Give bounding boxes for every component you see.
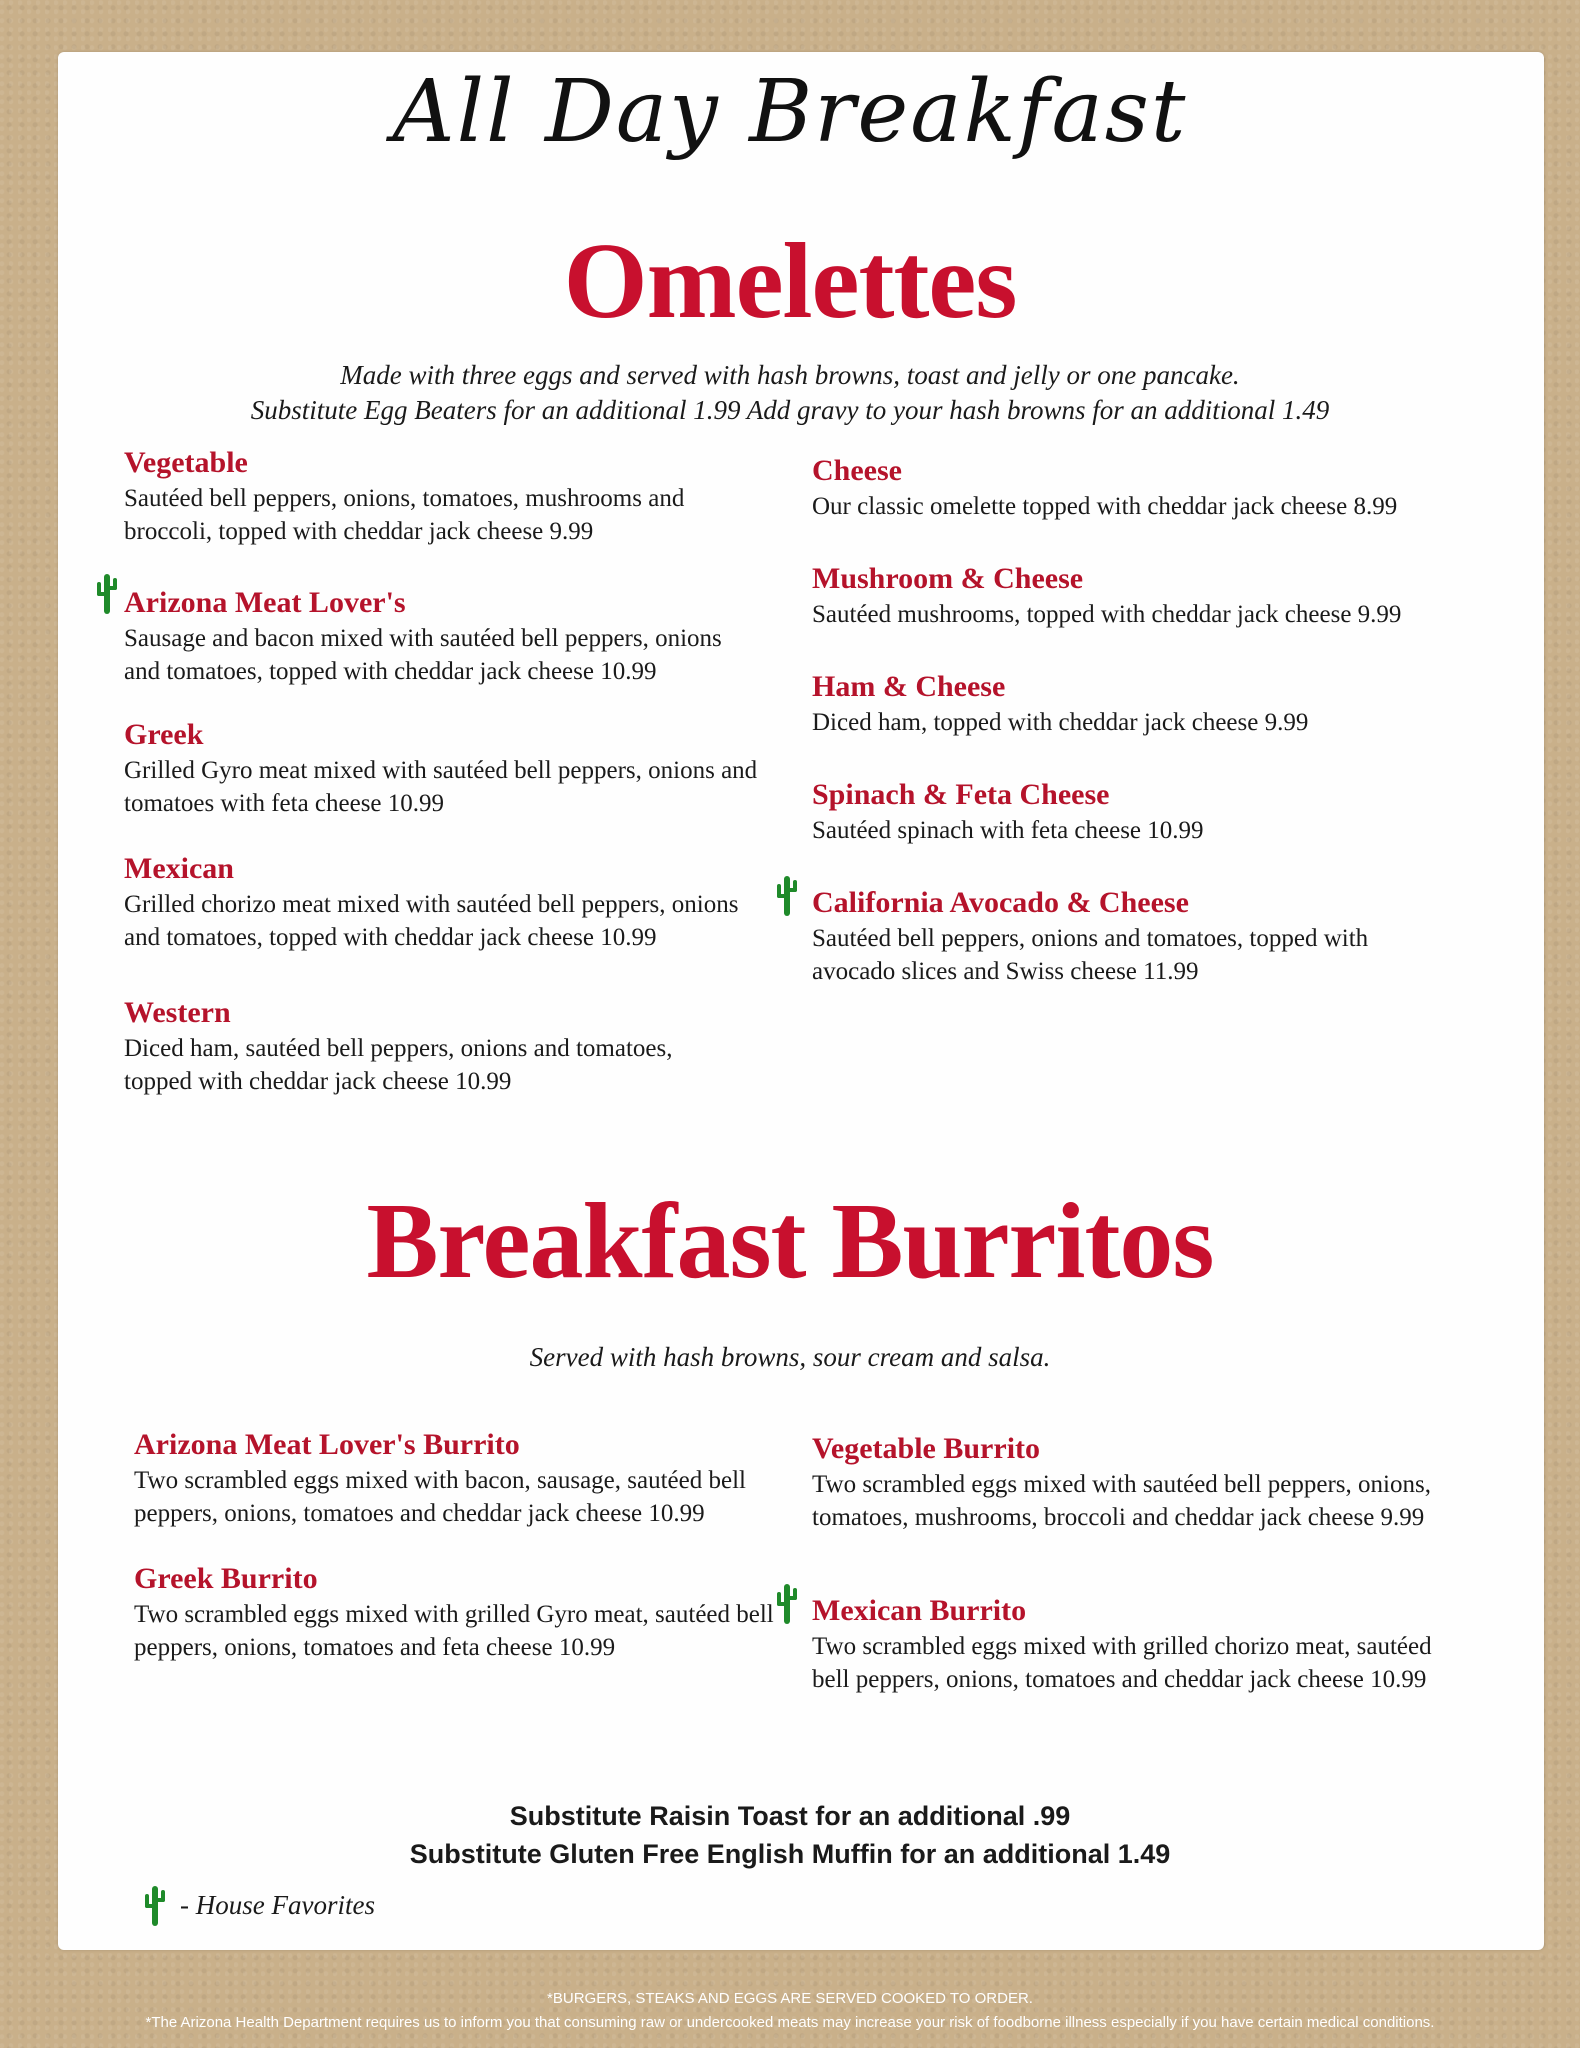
menu-item-name: Arizona Meat Lover's Burrito xyxy=(134,1428,520,1461)
cactus-icon xyxy=(776,874,798,916)
substitution-gluten-free: Substitute Gluten Free English Muffin for an additional 1.49 xyxy=(409,1839,1171,1869)
house-favorites-legend: - House Favorites xyxy=(180,1890,375,1920)
menu-item-name: Arizona Meat Lover's xyxy=(124,586,406,619)
menu-item-desc: Two scrambled eggs mixed with grilled chorizo meat, sautéed bell peppers, onions, tomatoes and cheddar jack cheese 10.99 xyxy=(812,1633,1432,1693)
substitution-raisin-toast: Substitute Raisin Toast for an additional .99 xyxy=(509,1801,1071,1831)
menu-item-desc: Two scrambled eggs mixed with sautéed bell peppers, onions, tomatoes, mushrooms, broccoli and cheddar jack cheese 9.99 xyxy=(812,1471,1431,1531)
menu-item xyxy=(124,994,724,1098)
menu-item-name: Greek xyxy=(124,718,204,751)
menu-item-desc: Grilled chorizo meat mixed with sautéed bell peppers, onions and tomatoes, topped with cheddar jack cheese 10.99 xyxy=(124,891,739,951)
menu-item-desc: Sautéed bell peppers, onions, tomatoes, mushrooms and broccoli, topped with cheddar jack cheese 9.99 xyxy=(124,485,685,545)
menu-item-name: Mexican Burrito xyxy=(812,1594,1027,1627)
menu-item-name: Ham & Cheese xyxy=(812,670,1006,703)
menu-item-name: Vegetable xyxy=(124,446,248,479)
menu-item-desc: Our classic omelette topped with cheddar jack cheese 8.99 xyxy=(812,493,1398,520)
menu-item xyxy=(812,884,1412,988)
burritos-title: Breakfast Burritos xyxy=(366,1182,1214,1301)
footer-cooked-to-order: *BURGERS, STEAKS AND EGGS ARE SERVED COOKED TO ORDER. xyxy=(547,1990,1033,2007)
menu-script-title: All Day Breakfast xyxy=(392,62,1188,162)
menu-item xyxy=(124,716,764,820)
menu-item-desc: Sautéed bell peppers, onions and tomatoes, topped with avocado slices and Swiss cheese 11.99 xyxy=(812,925,1369,985)
menu-item xyxy=(134,1560,774,1664)
menu-item-name: Spinach & Feta Cheese xyxy=(812,778,1110,811)
menu-item-name: California Avocado & Cheese xyxy=(812,886,1189,919)
menu-item xyxy=(812,452,1472,523)
menu-item-name: Mushroom & Cheese xyxy=(812,562,1084,595)
menu-item-name: Mexican xyxy=(124,852,234,885)
menu-item xyxy=(124,850,764,954)
menu-item-desc: Diced ham, topped with cheddar jack cheese 9.99 xyxy=(812,709,1309,736)
menu-item-name: Western xyxy=(124,996,231,1029)
menu-item-desc: Two scrambled eggs mixed with grilled Gyro meat, sautéed bell peppers, onions, tomatoes and feta cheese 10.99 xyxy=(134,1601,774,1661)
menu-item-desc: Two scrambled eggs mixed with bacon, sausage, sautéed bell peppers, onions, tomatoes and cheddar jack cheese 10.99 xyxy=(134,1467,746,1527)
burritos-subtitle: Served with hash browns, sour cream and salsa. xyxy=(529,1342,1051,1372)
menu-item xyxy=(124,444,764,548)
menu-item-desc: Grilled Gyro meat mixed with sautéed bell peppers, onions and tomatoes with feta cheese 10.99 xyxy=(124,757,758,817)
menu-item-name: Vegetable Burrito xyxy=(812,1432,1041,1465)
omelettes-subtitle-line1: Made with three eggs and served with hash browns, toast and jelly or one pancake. xyxy=(340,360,1240,390)
menu-item-name: Greek Burrito xyxy=(134,1562,318,1595)
menu-item xyxy=(124,584,764,688)
footer-health-notice: *The Arizona Health Department requires us to inform you that consuming raw or undercooked meats may increase your risk of foodborne illness especially if you have certain medical conditions. xyxy=(145,2014,1435,2031)
menu-item xyxy=(812,1430,1432,1534)
menu-item xyxy=(812,1592,1432,1696)
menu-item-desc: Sautéed spinach with feta cheese 10.99 xyxy=(812,817,1204,844)
menu-item-desc: Diced ham, sautéed bell peppers, onions and tomatoes, topped with cheddar jack cheese 10.99 xyxy=(124,1035,673,1095)
menu-item xyxy=(812,560,1472,631)
menu-item xyxy=(812,776,1472,847)
omelettes-title: Omelettes xyxy=(563,222,1017,341)
menu-item-desc: Sausage and bacon mixed with sautéed bell peppers, onions and tomatoes, topped with cheddar jack cheese 10.99 xyxy=(124,625,722,685)
omelettes-subtitle-line2: Substitute Egg Beaters for an additional 1.99 Add gravy to your hash browns for an additional 1.49 xyxy=(250,395,1330,425)
menu-item xyxy=(134,1426,774,1530)
cactus-icon xyxy=(144,1884,166,1926)
menu-item-name: Cheese xyxy=(812,454,902,487)
cactus-icon xyxy=(96,572,118,614)
menu-item xyxy=(812,668,1472,739)
cactus-icon xyxy=(776,1582,798,1624)
menu-item-desc: Sautéed mushrooms, topped with cheddar jack cheese 9.99 xyxy=(812,601,1402,628)
